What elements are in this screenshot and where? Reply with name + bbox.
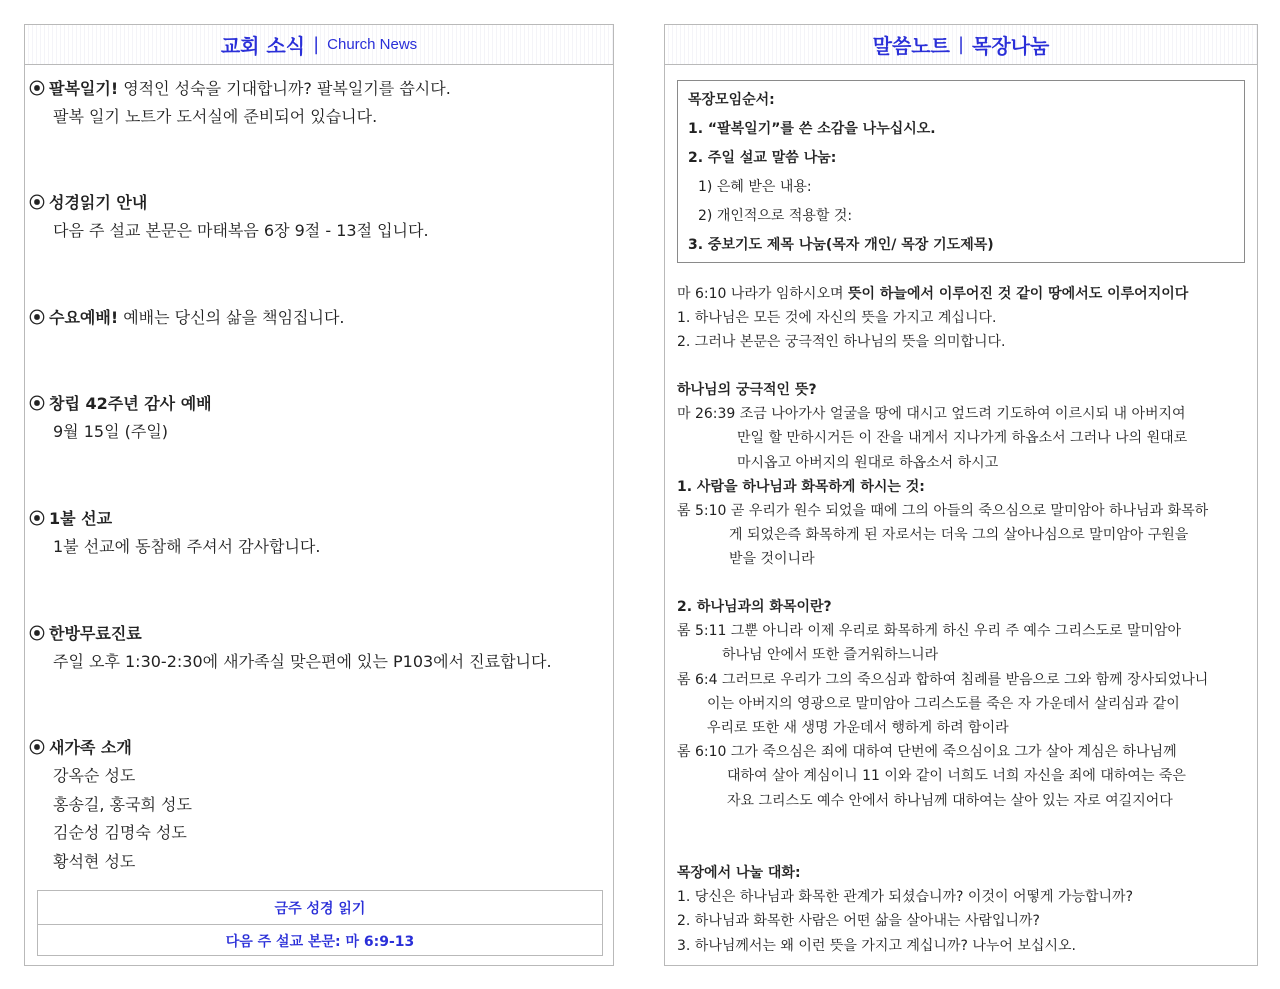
news-title: 수요예배! [49,308,119,327]
header-separator: | [957,34,965,55]
order-step: 1. “팔복일기”를 쓴 소감을 나누십시오. [688,121,936,137]
sermon-note-panel [664,24,1258,966]
verse-line: 만일 할 만하시거든 이 잔을 내게서 지나가게 하옵소서 그러나 나의 원대로 [737,430,1188,447]
radio-bullet-icon: ⦿ [29,79,46,98]
new-member-name: 김순성 김명숙 성도 [53,823,187,842]
verse-line: 게 되었은즉 화목하게 된 자로서는 더욱 그의 살아나심으로 말미암아 구원을 [729,527,1189,544]
discussion-question: 1. 당신은 하나님과 화목한 관계가 되셨습니까? 이것이 어떻게 가능합니까? [677,889,1134,906]
news-title: 팔복일기! [49,79,119,98]
next-sermon-text: 다음 주 설교 본문: 마 6:9-13 [38,924,602,957]
order-step: 2. 주일 설교 말씀 나눔: [688,150,837,166]
discussion-question: 3. 하나님께서는 왜 이런 뜻을 가지고 계십니까? 나누어 보십시오. [677,937,1076,954]
church-news-panel [24,24,614,966]
radio-bullet-icon: ⦿ [29,624,46,643]
section-heading: 2. 하나님과의 화목이란? [677,599,832,615]
reconciliation-section [677,595,1252,813]
news-line: 9월 15일 (주일) [53,422,169,441]
radio-bullet-icon: ⦿ [29,193,46,212]
new-member-name: 황석현 성도 [53,851,136,871]
discussion-question: 2. 하나님과 화목한 사람은 어떤 삶을 살아내는 사람입니까? [677,913,1040,930]
church-news-subtitle: Church News [327,36,418,53]
news-title: 창립 42주년 감사 예배 [49,394,212,413]
order-step: 3. 중보기도 제목 나눔(목자 개인/ 목장 기도제목) [688,237,994,253]
verse-line: 롬 5:11 그뿐 아니라 이제 우리로 화목하게 하신 우리 주 예수 그리스도로 말미암아 [677,623,1182,640]
cell-meeting-order-box [677,80,1245,263]
verse-line: 이는 아버지의 영광으로 말미암아 그리스도를 죽은 자 가운데서 살리심과 같이 [707,695,1180,712]
news-title: 성경읽기 안내 [49,193,148,212]
church-news-title: 교회 소식 [220,34,306,58]
order-heading: 목장모임순서: [688,92,775,108]
weekly-reading-box [37,890,603,956]
discussion-heading: 목장에서 나눌 대화: [677,865,801,881]
news-item-wednesday-service [29,304,605,332]
verse-line: 마 26:39 조금 나아가사 얼굴을 땅에 대시고 엎드려 기도하여 이르시되 내 아버지여 [677,406,1186,423]
new-member-name: 강옥순 성도 [53,766,136,785]
verse-line: 마시옵고 아버지의 원대로 하옵소서 하시고 [737,454,999,471]
news-title-rest: 예배는 당신의 삶을 책임집니다. [118,308,345,327]
verse-line: 우리로 또한 새 생명 가운데서 행하게 하려 함이라 [707,720,1009,737]
new-member-name: 홍송길, 홍국희 성도 [53,794,192,814]
news-title-rest: 영적인 성숙을 기대합니까? 팔복일기를 씁시다. [118,79,451,98]
sermon-note-title: 말씀노트 [872,34,950,58]
news-item-new-family [29,734,605,876]
news-item-one-dollar-mission [29,505,605,562]
ultimate-will-section [677,378,1252,572]
verse-line: 롬 6:10 그가 죽으심은 죄에 대하여 단번에 죽으심이요 그가 살아 계심은 하나님께 [677,744,1177,761]
news-title: 새가족 소개 [49,738,132,757]
radio-bullet-icon: ⦿ [29,509,46,528]
note-point: 1. 하나님은 모든 것에 자신의 뜻을 가지고 계십니다. [677,310,997,327]
news-item-beatitude-diary [29,75,605,132]
verse-line: 롬 5:10 곧 우리가 원수 되었을 때에 그의 아들의 죽으심으로 말미암아 하나님과 화목하 [677,503,1209,520]
verse-line: 받을 것이니라 [729,551,815,568]
verse-line: 자요 그리스도 예수 안에서 하나님께 대하여는 살아 있는 자로 여길지어다 [727,792,1173,809]
order-substep: 2) 개인적으로 적용할 것: [698,208,853,224]
news-item-anniversary [29,390,605,447]
header-separator: | [313,34,320,55]
note-point: 2. 그러나 본문은 궁극적인 하나님의 뜻을 의미합니다. [677,334,1006,351]
sermon-note-header [665,25,1257,65]
verse-line: 하나님 안에서 또한 즐거워하느니라 [722,647,939,664]
news-item-bible-reading [29,189,605,246]
radio-bullet-icon: ⦿ [29,738,46,757]
church-news-header [25,25,613,65]
cell-sharing-title: 목장나눔 [972,34,1050,58]
key-verse-ref: 마 6:10 나라가 임하시오며 [677,286,848,302]
section-question: 하나님의 궁극적인 뜻? [677,382,817,398]
weekly-reading-heading: 금주 성경 읽기 [274,900,366,917]
sermon-notes-body [677,282,1252,355]
verse-line: 롬 6:4 그러므로 우리가 그의 죽으심과 합하여 침례를 받음으로 그와 함께 장사되었나니 [677,671,1209,688]
news-title: 1불 선교 [49,509,113,528]
news-line: 주일 오후 1:30-2:30에 새가족실 맞은편에 있는 P103에서 진료합니다. [53,652,552,671]
news-item-free-clinic [29,620,605,677]
news-line: 팔복 일기 노트가 도서실에 준비되어 있습니다. [53,107,378,126]
verse-line: 대하여 살아 계심이니 11 이와 같이 너희도 너희 자신을 죄에 대하여는 죽은 [727,768,1186,785]
radio-bullet-icon: ⦿ [29,308,46,327]
news-line: 1불 선교에 동참해 주셔서 감사합니다. [53,537,321,556]
order-substep: 1) 은혜 받은 내용: [698,179,812,195]
discussion-section [677,861,1252,958]
news-title: 한방무료진료 [49,624,142,643]
section-heading: 1. 사람을 하나님과 화목하게 하시는 것: [677,478,925,495]
radio-bullet-icon: ⦿ [29,394,46,413]
key-verse [677,282,1252,306]
news-line: 다음 주 설교 본문은 마태복음 6장 9절 - 13절 입니다. [53,221,429,240]
key-verse-emphasis: 뜻이 하늘에서 이루어진 것 같이 땅에서도 이루어지이다 [847,286,1189,302]
